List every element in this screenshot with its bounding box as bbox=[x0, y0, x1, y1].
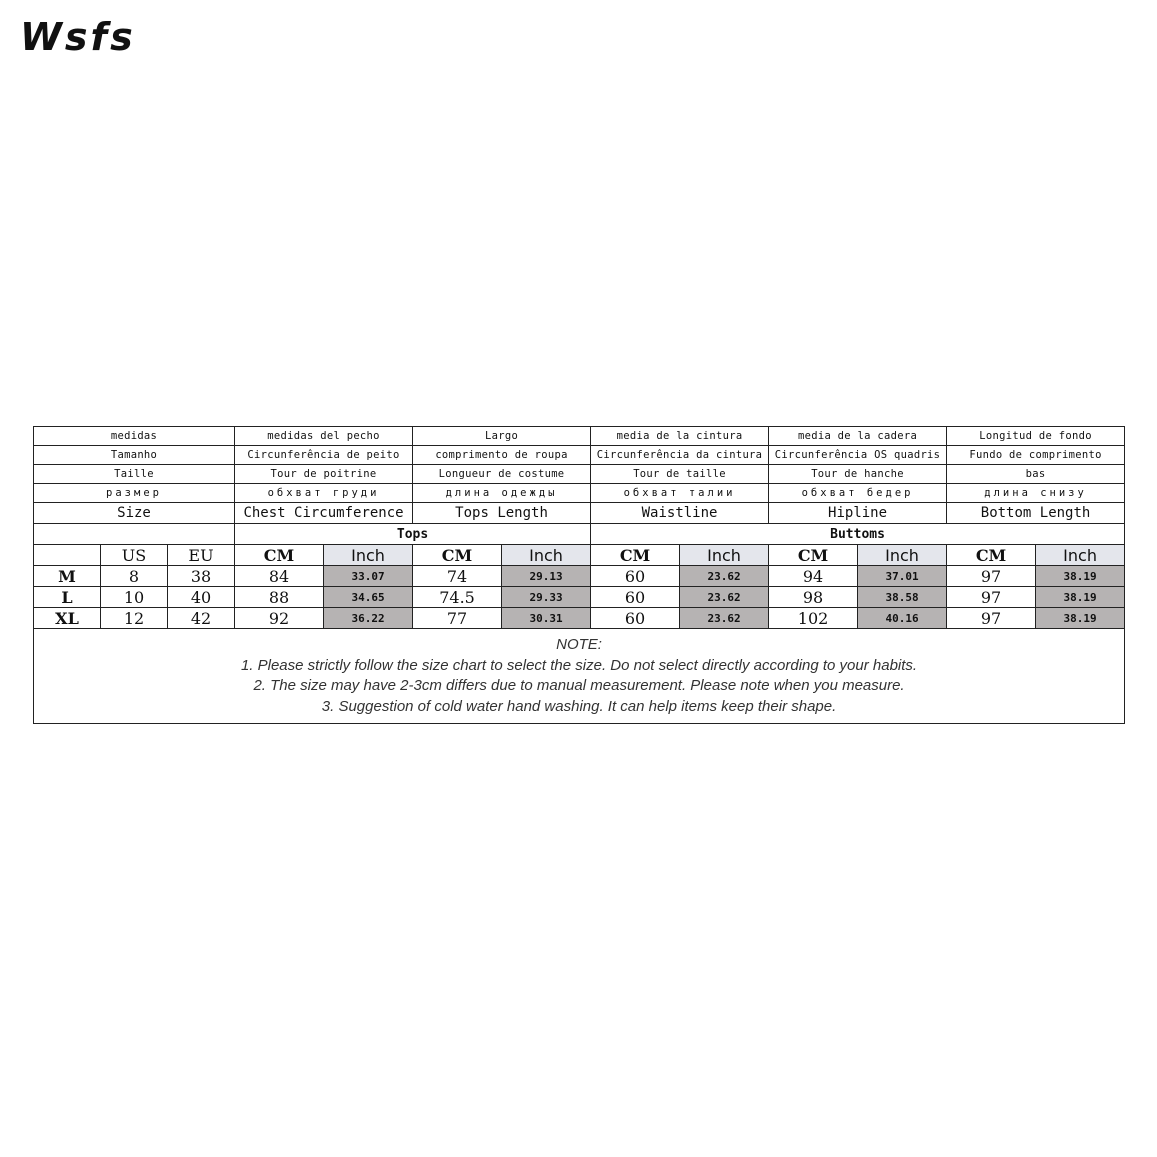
lang-cell: Circunferência da cintura bbox=[591, 446, 769, 465]
hip-inch: 38.58 bbox=[858, 587, 947, 608]
lang-row-french bbox=[34, 465, 1125, 484]
lang-cell: comprimento de roupa bbox=[413, 446, 591, 465]
unit-empty bbox=[34, 545, 101, 566]
table-row bbox=[34, 566, 1125, 587]
lang-cell: Tour de poitrine bbox=[235, 465, 413, 484]
note-line: 2. The size may have 2-3cm differs due to manual measurement. Please note when you measure. bbox=[253, 677, 905, 694]
size-label: M bbox=[34, 566, 101, 587]
unit-us: US bbox=[101, 545, 168, 566]
us-size: 8 bbox=[101, 566, 168, 587]
lang-cell: media de la cadera bbox=[769, 427, 947, 446]
eu-size: 38 bbox=[168, 566, 235, 587]
chest-inch: 33.07 bbox=[324, 566, 413, 587]
waist-cm: 60 bbox=[591, 566, 680, 587]
size-chart-table bbox=[33, 426, 1125, 724]
note-cell bbox=[34, 629, 1125, 724]
unit-inch: Inch bbox=[502, 545, 591, 566]
lang-cell: Tour de hanche bbox=[769, 465, 947, 484]
bottom-cm: 97 bbox=[947, 566, 1036, 587]
bottom-cm: 97 bbox=[947, 608, 1036, 629]
table-row bbox=[34, 608, 1125, 629]
length-inch: 29.13 bbox=[502, 566, 591, 587]
eu-size: 42 bbox=[168, 608, 235, 629]
chest-cm: 88 bbox=[235, 587, 324, 608]
header-size: Size bbox=[34, 503, 235, 524]
unit-eu: EU bbox=[168, 545, 235, 566]
unit-row bbox=[34, 545, 1125, 566]
bottom-inch: 38.19 bbox=[1036, 608, 1125, 629]
size-label: L bbox=[34, 587, 101, 608]
lang-cell: Longueur de costume bbox=[413, 465, 591, 484]
bottom-cm: 97 bbox=[947, 587, 1036, 608]
english-header-row bbox=[34, 503, 1125, 524]
waist-inch: 23.62 bbox=[680, 608, 769, 629]
chest-inch: 36.22 bbox=[324, 608, 413, 629]
note-row bbox=[34, 629, 1125, 724]
waist-inch: 23.62 bbox=[680, 566, 769, 587]
lang-cell: Tamanho bbox=[34, 446, 235, 465]
header-bottom-length: Bottom Length bbox=[947, 503, 1125, 524]
bottom-inch: 38.19 bbox=[1036, 566, 1125, 587]
unit-inch: Inch bbox=[858, 545, 947, 566]
lang-cell: длина одежды bbox=[413, 484, 591, 503]
lang-cell: Longitud de fondo bbox=[947, 427, 1125, 446]
lang-cell: medidas del pecho bbox=[235, 427, 413, 446]
lang-cell: Tour de taille bbox=[591, 465, 769, 484]
length-inch: 30.31 bbox=[502, 608, 591, 629]
lang-cell: Circunferência de peito bbox=[235, 446, 413, 465]
length-inch: 29.33 bbox=[502, 587, 591, 608]
lang-cell: media de la cintura bbox=[591, 427, 769, 446]
lang-row-russian bbox=[34, 484, 1125, 503]
group-bottoms: Buttoms bbox=[591, 524, 1125, 545]
chest-cm: 84 bbox=[235, 566, 324, 587]
unit-inch: Inch bbox=[680, 545, 769, 566]
lang-cell: обхват талии bbox=[591, 484, 769, 503]
waist-cm: 60 bbox=[591, 608, 680, 629]
lang-cell: medidas bbox=[34, 427, 235, 446]
lang-cell: обхват груди bbox=[235, 484, 413, 503]
bottom-inch: 38.19 bbox=[1036, 587, 1125, 608]
unit-inch: Inch bbox=[1036, 545, 1125, 566]
lang-cell: Circunferência OS quadris bbox=[769, 446, 947, 465]
lang-row-portuguese bbox=[34, 446, 1125, 465]
group-empty bbox=[34, 524, 235, 545]
hip-cm: 98 bbox=[769, 587, 858, 608]
lang-cell: Largo bbox=[413, 427, 591, 446]
unit-cm: CM bbox=[769, 545, 858, 566]
hip-cm: 102 bbox=[769, 608, 858, 629]
us-size: 10 bbox=[101, 587, 168, 608]
length-cm: 74 bbox=[413, 566, 502, 587]
us-size: 12 bbox=[101, 608, 168, 629]
group-tops: Tops bbox=[235, 524, 591, 545]
hip-cm: 94 bbox=[769, 566, 858, 587]
header-chest: Chest Circumference bbox=[235, 503, 413, 524]
chest-inch: 34.65 bbox=[324, 587, 413, 608]
lang-cell: длина снизу bbox=[947, 484, 1125, 503]
lang-cell: обхват бедер bbox=[769, 484, 947, 503]
header-waistline: Waistline bbox=[591, 503, 769, 524]
table-row bbox=[34, 587, 1125, 608]
unit-cm: CM bbox=[591, 545, 680, 566]
unit-cm: CM bbox=[947, 545, 1036, 566]
eu-size: 40 bbox=[168, 587, 235, 608]
waist-cm: 60 bbox=[591, 587, 680, 608]
lang-cell: bas bbox=[947, 465, 1125, 484]
header-tops-length: Tops Length bbox=[413, 503, 591, 524]
note-line: 3. Suggestion of cold water hand washing. It can help items keep their shape. bbox=[321, 697, 837, 715]
lang-cell: Taille bbox=[34, 465, 235, 484]
header-hipline: Hipline bbox=[769, 503, 947, 524]
note-line: 1. Please strictly follow the size chart to select the size. Do not select directly according to your habits. bbox=[240, 656, 918, 674]
lang-cell: Fundo de comprimento bbox=[947, 446, 1125, 465]
length-cm: 74.5 bbox=[413, 587, 502, 608]
chest-cm: 92 bbox=[235, 608, 324, 629]
lang-cell: размер bbox=[34, 484, 235, 503]
length-cm: 77 bbox=[413, 608, 502, 629]
lang-row-spanish bbox=[34, 427, 1125, 446]
group-row bbox=[34, 524, 1125, 545]
note-title: NOTE: bbox=[556, 636, 602, 653]
waist-inch: 23.62 bbox=[680, 587, 769, 608]
unit-cm: CM bbox=[413, 545, 502, 566]
unit-inch: Inch bbox=[324, 545, 413, 566]
brand-logo: Wsfs bbox=[20, 15, 136, 59]
hip-inch: 40.16 bbox=[858, 608, 947, 629]
hip-inch: 37.01 bbox=[858, 566, 947, 587]
unit-cm: CM bbox=[235, 545, 324, 566]
size-label: XL bbox=[34, 608, 101, 629]
